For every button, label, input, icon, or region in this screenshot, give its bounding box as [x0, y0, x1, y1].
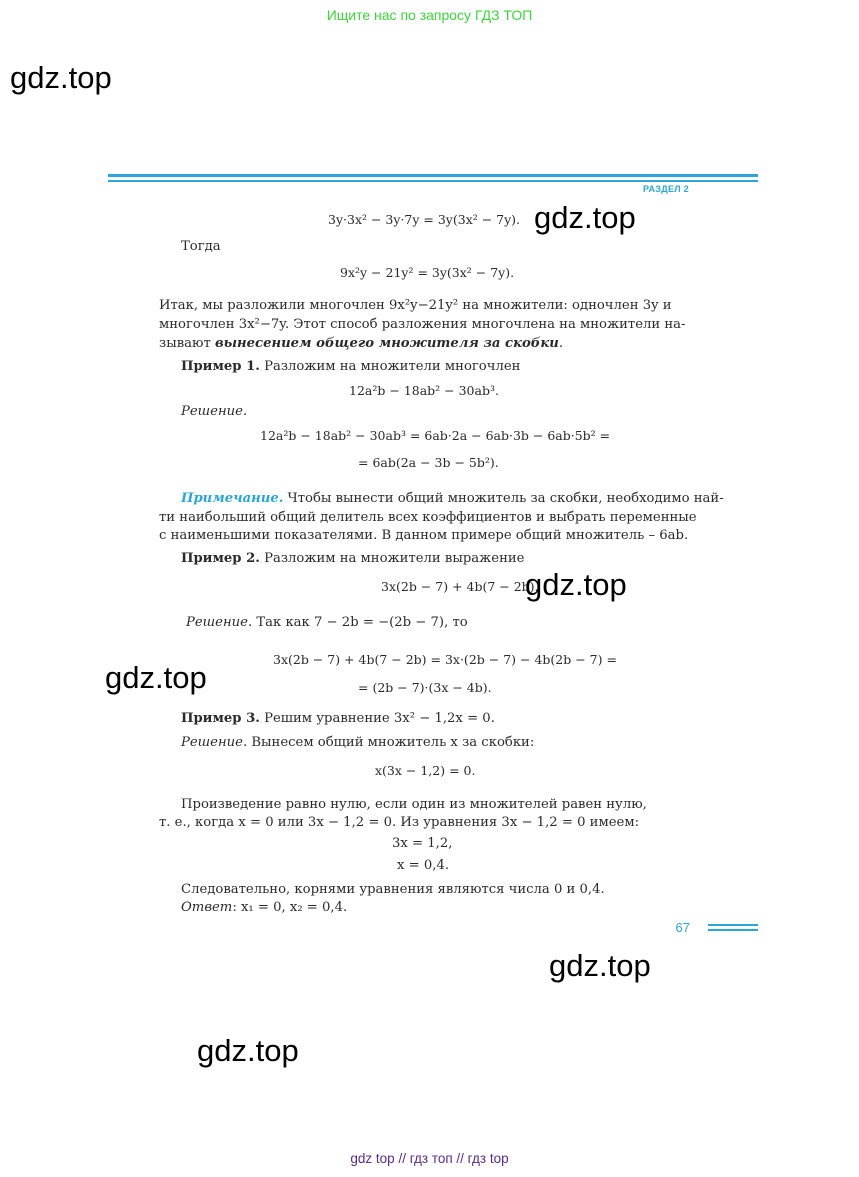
watermark: gdz.top [197, 1033, 299, 1068]
example-3-heading [181, 709, 495, 729]
paragraph-text: Следовательно, корнями уравнения являются числа 0 и 0,4. [181, 882, 605, 897]
answer-line [181, 898, 347, 918]
example-label: Пример 1. [181, 359, 260, 374]
formula: = 6ab(2a − 3b − 5b²). [358, 455, 499, 470]
example-2-heading [181, 549, 524, 569]
example-label: Пример 3. [181, 711, 260, 726]
paragraph-text: многочлен 3x²−7y. Этот способ разложения многочлена на множители на- [159, 317, 686, 332]
note-text: ти наибольший общий делитель всех коэффициентов и выбрать переменные [159, 510, 697, 525]
paragraph-text: зывают [159, 336, 215, 351]
key-term: вынесением общего множителя за скобки [214, 336, 559, 351]
page-number: 67 [675, 920, 690, 935]
formula: 3x(2b − 7) + 4b(7 − 2b) = 3x·(2b − 7) − 4b(2b − 7) = [273, 652, 617, 667]
paragraph-text: Произведение равно нулю, если один из множителей равен нулю, [181, 797, 647, 812]
solution-3-line [181, 733, 534, 753]
solution-label: Решение. [181, 735, 248, 750]
watermark: gdz.top [10, 60, 112, 95]
answer-text: : x₁ = 0, x₂ = 0,4. [232, 900, 348, 915]
top-search-hint: Ищите нас по запросу ГДЗ ТОП [326, 7, 533, 23]
example-text: Разложим на множители выражение [259, 551, 525, 566]
note-text: с наименьшими показателями. В данном примере общий множитель – 6ab. [159, 528, 689, 543]
solution-label: Решение. [186, 615, 253, 630]
watermark: gdz.top [525, 567, 627, 602]
example-text: Разложим на множители многочлен [259, 359, 521, 374]
footer-rule-secondary [708, 929, 758, 931]
header-rule [108, 174, 758, 177]
watermark: gdz.top [549, 948, 651, 983]
formula: x(3x − 1,2) = 0. [375, 763, 476, 778]
footer-rule [708, 924, 758, 926]
formula: = (2b − 7)·(3x − 4b). [358, 680, 492, 695]
paragraph-text: Итак, мы разложили многочлен 9x²y−21y² на множители: одночлен 3y и [159, 298, 672, 313]
example-label: Пример 2. [181, 551, 260, 566]
formula: 9x²y − 21y² = 3y(3x² − 7y). [340, 265, 515, 280]
formula: x = 0,4. [397, 858, 450, 873]
watermark: gdz.top [534, 200, 636, 235]
note-text: Чтобы вынести общий множитель за скобки, необходимо най- [283, 491, 724, 506]
bottom-links[interactable]: gdz top // гдз топ // гдз top [350, 1151, 509, 1166]
solution-text: Вынесем общий множитель x за скобки: [247, 735, 535, 750]
formula: 3x = 1,2, [392, 836, 453, 851]
section-label: РАЗДЕЛ 2 [643, 184, 689, 194]
answer-label: Ответ [181, 900, 233, 915]
formula: 3y·3x² − 3y·7y = 3y(3x² − 7y). [328, 212, 521, 227]
watermark: gdz.top [105, 660, 207, 695]
paragraph-text: т. е., когда x = 0 или 3x − 1,2 = 0. Из уравнения 3x − 1,2 = 0 имеем: [159, 815, 640, 830]
paragraph-text: . [558, 336, 564, 351]
solution-text: Так как 7 − 2b = −(2b − 7), то [252, 615, 468, 630]
formula: 12a²b − 18ab² − 30ab³. [349, 383, 499, 398]
header-rule-secondary [108, 180, 758, 182]
note-paragraph [181, 489, 724, 509]
formula: 12a²b − 18ab² − 30ab³ = 6ab·2a − 6ab·3b − 6ab·5b² = [260, 428, 611, 443]
formula: 3x(2b − 7) + 4b(7 − 2b). [381, 579, 539, 594]
note-label: Примечание. [181, 491, 284, 506]
solution-2-line [186, 613, 468, 633]
paragraph-text: Тогда [181, 239, 221, 254]
example-1-heading [181, 357, 520, 377]
example-text: Решим уравнение 3x² − 1,2x = 0. [259, 711, 495, 726]
paragraph-text [159, 334, 563, 354]
solution-label: Решение. [181, 404, 248, 419]
